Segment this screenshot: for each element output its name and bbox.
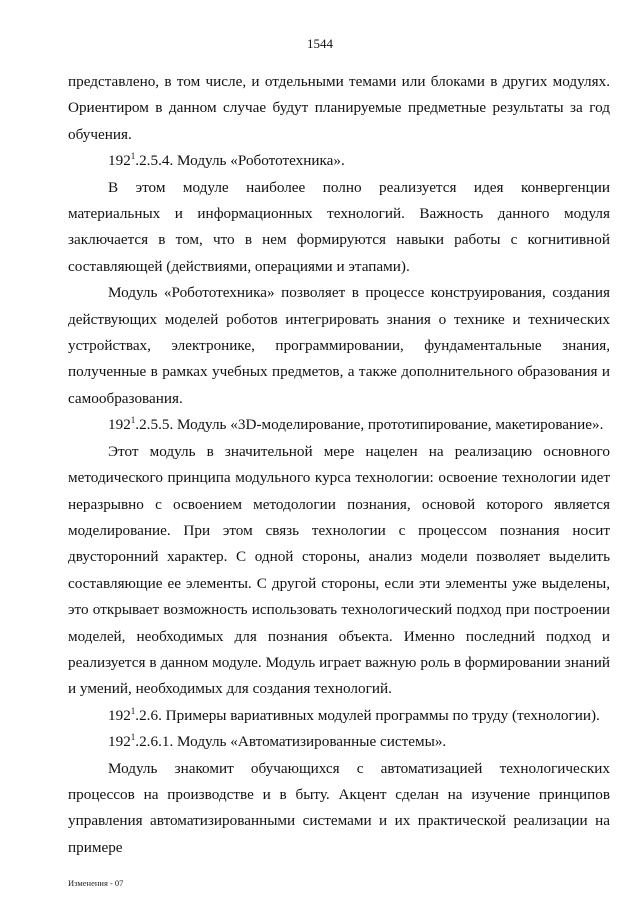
section-title: .2.6.1. Модуль «Автоматизированные системы». [135, 733, 447, 751]
paragraph-text: Модуль знакомит обучающихся с автоматизацией технологических процессов на производстве и в быту. Акцент сделан на изучение принципов управления автоматизированными системами и их практической реализации на примере [68, 759, 610, 856]
section-number: 192 [108, 152, 131, 170]
section-number: 192 [108, 706, 131, 724]
section-title: .2.6. Примеры вариативных модулей программы по труду (технологии). [135, 706, 600, 724]
paragraph-text: В этом модуле наиболее полно реализуется идея конвергенции материальных и информационных технологий. Важность данного модуля заключается в том, что в нем формируются навыки работы с когнитивной составляющей (действиями, операциями и этапами). [68, 178, 610, 275]
paragraph-3d-modeling [68, 439, 610, 703]
section-heading-automated-systems [68, 729, 610, 755]
section-number-superscript: 1 [130, 732, 136, 743]
paragraph-robotics-module [68, 280, 610, 412]
paragraph-text: Модуль «Робототехника» позволяет в процессе конструирования, создания действующих моделей роботов интегрировать знания о технике и технических устройствах, электронике, программировании, фундаментальные знания, полученные в рамках учебных предметов, а также дополнительного образования и самообразования. [68, 284, 610, 407]
section-title: .2.5.5. Модуль «3D-моделирование, прототипирование, макетирование». [135, 416, 604, 434]
section-number-superscript: 1 [130, 705, 136, 716]
footer-note: Изменения - 07 [68, 878, 124, 888]
section-number: 192 [108, 416, 131, 434]
page-number: 1544 [307, 36, 333, 51]
paragraph-text: представлено, в том числе, и отдельными темами или блоками в других модулях. Ориентиром в данном случае будут планируемые предметные результаты за год обучения. [68, 73, 610, 143]
section-heading-variative-modules [68, 703, 610, 729]
section-heading-3d-modeling [68, 412, 610, 438]
section-number-superscript: 1 [130, 151, 136, 162]
section-number-superscript: 1 [130, 415, 136, 426]
paragraph-robotics-convergence [68, 175, 610, 281]
section-heading-robotics [68, 148, 610, 174]
paragraph-text: Этот модуль в значительной мере нацелен на реализацию основного методического принципа модульного курса технологии: освоение технологии идет неразрывно с освоением методологии познания, основой которого является моделирование. При этом связь технологии с процессом познания носит двусторонний характер. С одной стороны, анализ модели позволяет выделить составляющие ее элементы. С другой стороны, если эти элементы уже выделены, это открывает возможность использовать технологический подход при построении моделей, необходимых для познания объекта. Именно последний подход и реализуется в данном модуле. Модуль играет важную роль в формировании знаний и умений, необходимых для создания технологий. [68, 442, 610, 698]
paragraph-automated-systems [68, 756, 610, 862]
document-body [68, 69, 610, 861]
paragraph-continuation [68, 69, 610, 148]
section-number: 192 [108, 733, 131, 751]
section-title: .2.5.4. Модуль «Робототехника». [135, 152, 345, 170]
